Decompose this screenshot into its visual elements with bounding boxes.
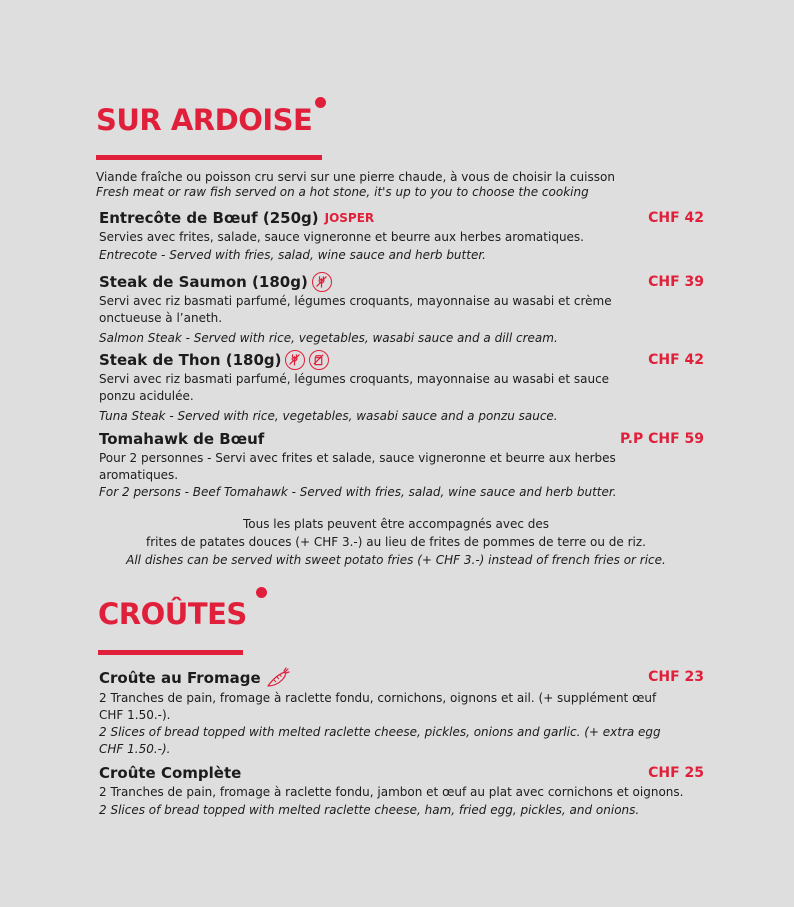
intro-en: Fresh meat or raw fish served on a hot stone, it's up to you to choose the cooking (96, 185, 589, 199)
item-name: Croûte Complète (99, 764, 242, 782)
note-line-2: frites de patates douces (+ CHF 3.-) au lieu de frites de pommes de terre ou de riz. (146, 535, 646, 549)
item-price: CHF 39 (648, 274, 704, 290)
item-name-row (99, 667, 704, 689)
item-desc-fr: 2 Tranches de pain, fromage à raclette fondu, jambon et œuf au plat avec cornichons et oignons. (99, 785, 684, 799)
title-underline (96, 155, 322, 160)
item-desc-fr: Servies avec frites, salade, sauce vigneronne et beurre aux herbes aromatiques. (99, 230, 584, 244)
intro-fr: Viande fraîche ou poisson cru servi sur une pierre chaude, à vous de choisir la cuisson (96, 170, 615, 184)
note-en: All dishes can be served with sweet potato fries (+ CHF 3.-) instead of french fries or rice. (126, 553, 666, 567)
item-price: CHF 42 (648, 210, 704, 226)
section-intro (96, 170, 615, 200)
lactose-free-icon (309, 350, 329, 370)
item-desc-en: Entrecote - Served with fries, salad, wine sauce and herb butter. (99, 247, 486, 262)
item-name-row (99, 763, 704, 783)
item-name-row (99, 272, 704, 292)
gluten-free-icon (312, 272, 332, 292)
item-desc-en: 2 Slices of bread topped with melted raclette cheese, pickles, onions and garlic. (+ extra egg CHF 1.50.-). (99, 725, 661, 756)
item-name-row (99, 429, 704, 449)
item-name: Steak de Saumon (180g) (99, 273, 308, 291)
item-desc-en: 2 Slices of bread topped with melted raclette cheese, ham, fried egg, pickles, and onions. (99, 802, 640, 817)
title-underline (98, 650, 243, 655)
item-desc-fr: Servi avec riz basmati parfumé, légumes croquants, mayonnaise au wasabi et crème onctueuse à l’aneth. (99, 294, 612, 325)
item-name: Entrecôte de Bœuf (250g) (99, 209, 319, 227)
section-title-croutes: CROÛTES (98, 597, 247, 631)
item-desc-fr: Pour 2 personnes - Servi avec frites et salade, sauce vigneronne et beurre aux herbes aromatiques. (99, 451, 616, 482)
menu-item (99, 667, 704, 757)
section-title-sur-ardoise: SUR ARDOISE (96, 103, 313, 137)
title-dot (256, 587, 267, 598)
item-price: CHF 23 (648, 669, 704, 685)
sides-note (96, 515, 696, 569)
vegetarian-icon (265, 667, 291, 689)
item-name: Croûte au Fromage (99, 669, 261, 687)
menu-item (99, 763, 704, 818)
item-price: CHF 25 (648, 765, 704, 781)
item-name: Tomahawk de Bœuf (99, 430, 265, 448)
item-desc-en: Tuna Steak - Served with rice, vegetables, wasabi sauce and a ponzu sauce. (99, 409, 558, 423)
item-name: Steak de Thon (180g) (99, 351, 282, 369)
item-tag: JOSPER (324, 211, 375, 225)
item-price: P.P CHF 59 (619, 431, 704, 447)
menu-item (99, 208, 704, 263)
menu-item (99, 350, 704, 425)
gluten-free-icon (285, 350, 305, 370)
menu-item (99, 429, 704, 501)
item-name-row (99, 350, 704, 370)
item-price: CHF 42 (648, 352, 704, 368)
item-desc-en: For 2 persons - Beef Tomahawk - Served with fries, salad, wine sauce and herb butter. (99, 485, 617, 499)
item-desc-en: Salmon Steak - Served with rice, vegetables, wasabi sauce and a dill cream. (99, 331, 558, 345)
item-name-row (99, 208, 704, 228)
title-dot (315, 97, 326, 108)
menu-item (99, 272, 704, 347)
note-line-1: Tous les plats peuvent être accompagnés avec des (242, 517, 550, 531)
item-desc-fr: Servi avec riz basmati parfumé, légumes croquants, mayonnaise au wasabi et sauce ponzu acidulée. (99, 372, 610, 403)
item-desc-fr: 2 Tranches de pain, fromage à raclette fondu, cornichons, oignons et ail. (+ supplément œuf CHF 1.50.-). (99, 691, 657, 722)
